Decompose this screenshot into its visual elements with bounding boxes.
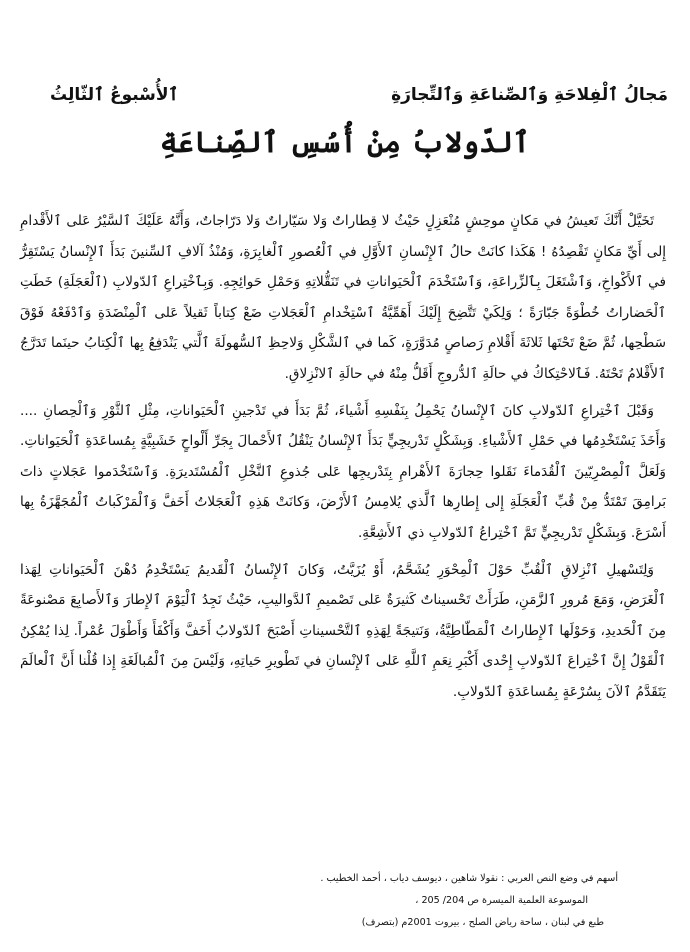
page-header — [50, 78, 668, 110]
paragraph-1: تَخَيَّلْ أَنَّكَ تَعيشُ في مَكانٍ موحِشٍ مُنْعَزِلٍ حَيْثُ لا قِطاراتٌ وَلا سَيّاراتٌ وَلا دَرّاجاتٌ، وَأَنَّهُ عَلَيْكَ ٱلسَّيْرُ عَلى ٱلأَقْدامِ إِلى أَيِّ مَكانٍ تَقْصِدُهُ ! هَكَذا كانَتْ حالُ ٱلإِنْسانِ ٱلأَوَّلِ في ٱلْعُصورِ ٱلْغابِرَةِ، وَمُنْذُ آلافِ ٱلسِّنينَ بَدَأَ ٱلإِنْسانُ يَسْتَقِرُّ في ٱلأَكْواخِ، وَٱشْتَغَلَ بِٱلزِّراعَةِ، وَٱسْتَخْدَمَ ٱلْحَيَواناتِ في تَنَقُّلاتِهِ وَحَمْلِ حَوائِجِهِ. وَبِٱخْتِراعِ ٱلدّولابِ (ٱلْعَجَلَةِ) خَطَتِ ٱلْحَضاراتُ خُطْوَةً جَبّارَةً ؛ وَلِكَيْ تَتَّضِحَ إِلَيْكَ أَهَمِّيَّةُ ٱسْتِخْدامِ ٱلْعَجَلاتِ ضَعْ كِتاباً ثَقيلاً عَلى ٱلْمِنْضَدَةِ وَٱدْفَعْهُ فَوْقَ سَطْحِها، ثُمَّ ضَعْ تَحْتَها ثَلاثَةَ أَقْلامِ رَصاصٍ مُدَوَّرَةٍ، كَما في ٱلشَّكْلِ وَلاحِظِ ٱلسُّهولَةَ ٱلَّتي يَنْدَفِعُ بِها ٱلْكِتابُ حينَما تَدَرَّجُ ٱلأَقْلامُ تَحْتَهُ. فَٱلاحْتِكاكُ في حالَةِ ٱلدُّروجِ أَقَلُّ مِنْهُ في حالَةِ ٱلانْزِلاقِ. — [20, 213, 666, 382]
lesson-title: ٱلدّولابُ مِنْ أُسُسِ ٱلصِّناعَةِ — [159, 125, 531, 159]
lesson-body — [20, 206, 666, 714]
source-reference: الموسوعة العلمية الميسرة ص 204/ 205 ، — [415, 895, 588, 906]
domain-title: مَجالُ ٱلْفِلاحَةِ وَٱلصِّناعَةِ وَٱلتِّجارَةِ — [391, 84, 668, 105]
source-authors: أسهم في وضع النص العربي : نقولا شاهين ، ديوسف دياب ، أحمد الخطيب . — [320, 873, 618, 884]
paragraph-2: وَقَبْلَ ٱخْتِراعِ ٱلدّولابِ كانَ ٱلإِنْسانُ يَحْمِلُ بِنَفْسِهِ أَشْياءَ، ثُمَّ بَدَأَ في تَدْجينِ ٱلْحَيَواناتِ، مِثْلِ ٱلثَّوْرِ وَٱلْحِصانِ .... وَأَخَذَ يَسْتَخْدِمُها في حَمْلِ ٱلأَشْياءِ. وَبِشَكْلٍ تَدْريجِيٍّ بَدَأَ ٱلإِنْسانُ يَنْقُلُ ٱلأَحْمالَ بِجَرِّ أَلْواحٍ خَشَبِيَّةٍ بِمُساعَدَةِ ٱلْحَيَواناتِ. وَلَعَلَّ ٱلْمِصْرِيّينَ ٱلْقُدَماءَ نَقَلوا حِجارَةَ ٱلأَهْرامِ بِتَدْريجِها عَلى جُذوعِ ٱلنَّخْلِ ٱلْمُسْتَديرَةِ. وَٱسْتَخْدَموا عَجَلاتٍ ذاتَ بَرامِقَ تَمْتَدُّ مِنْ قُبِّ ٱلْعَجَلَةِ إِلى إِطارِها ٱلَّذي يُلامِسُ ٱلأَرْضَ، وَكانَتْ هَذِهِ ٱلْعَجَلاتُ أَخَفَّ وَٱلْمَرْكَباتُ ٱلْمُجَهَّزَةُ بِها أَسْرَعَ. وَبِشَكْلٍ تَدْريجِيٍّ تَمَّ ٱخْتِراعُ ٱلدّولابِ ذي ٱلأَشِعَّةِ. — [20, 402, 666, 541]
source-citation — [78, 868, 618, 934]
paragraph-3: وَلِتَسْهيلِ ٱنْزِلاقِ ٱلْقُبِّ حَوْلَ ٱلْمِحْوَرِ يُشَحَّمُ، أَوْ يُزَيَّتُ، وَكانَ ٱلإِنْسانُ ٱلْقَديمُ يَسْتَخْدِمُ دُهْنَ ٱلْحَيَواناتِ لِهَذا ٱلْغَرَضِ، وَمَعَ مُرورِ ٱلزَّمَنِ، طَرَأَتْ تَحْسيناتٌ كَثيرَةٌ عَلى تَصْميمِ ٱلدَّواليبِ، حَيْثُ نَجِدُ ٱلْيَوْمَ ٱلإِطارَ وَٱلأَصابِعَ مَصْنوعَةً مِنَ ٱلْحَديدِ، وَحَوْلَها ٱلإِطاراتُ ٱلْمَطّاطِيَّةُ، وَنَتيجَةً لِهَذِهِ ٱلتَّحْسيناتِ أَصْبَحَ ٱلدّولابُ أَخَفَّ وَأَكْفَأَ وَأَطْوَلَ عُمْراً. لِذا يُمْكِنُ ٱلْقَوْلُ إِنَّ ٱخْتِراعَ ٱلدّولابِ إِحْدى أَكْبَرِ نِعَمِ ٱللَّهِ عَلى ٱلإِنْسانِ في تَطْويرِ حَياتِهِ، وَلَيْسَ مِنَ ٱلْمُبالَغَةِ إِذا قُلْنا أَنَّ ٱلْعالَمَ يَتَقَدَّمُ ٱلآنَ بِسُرْعَةٍ بِمُساعَدَةِ ٱلدّولابِ. — [20, 561, 666, 700]
source-publisher: طبع في لبنان ، ساحة رياض الصلح ، بيروت 2001م (بتصرف) — [361, 917, 604, 928]
week-label: ٱلأُسْبوعُ ٱلثّالِثُ — [50, 84, 179, 105]
